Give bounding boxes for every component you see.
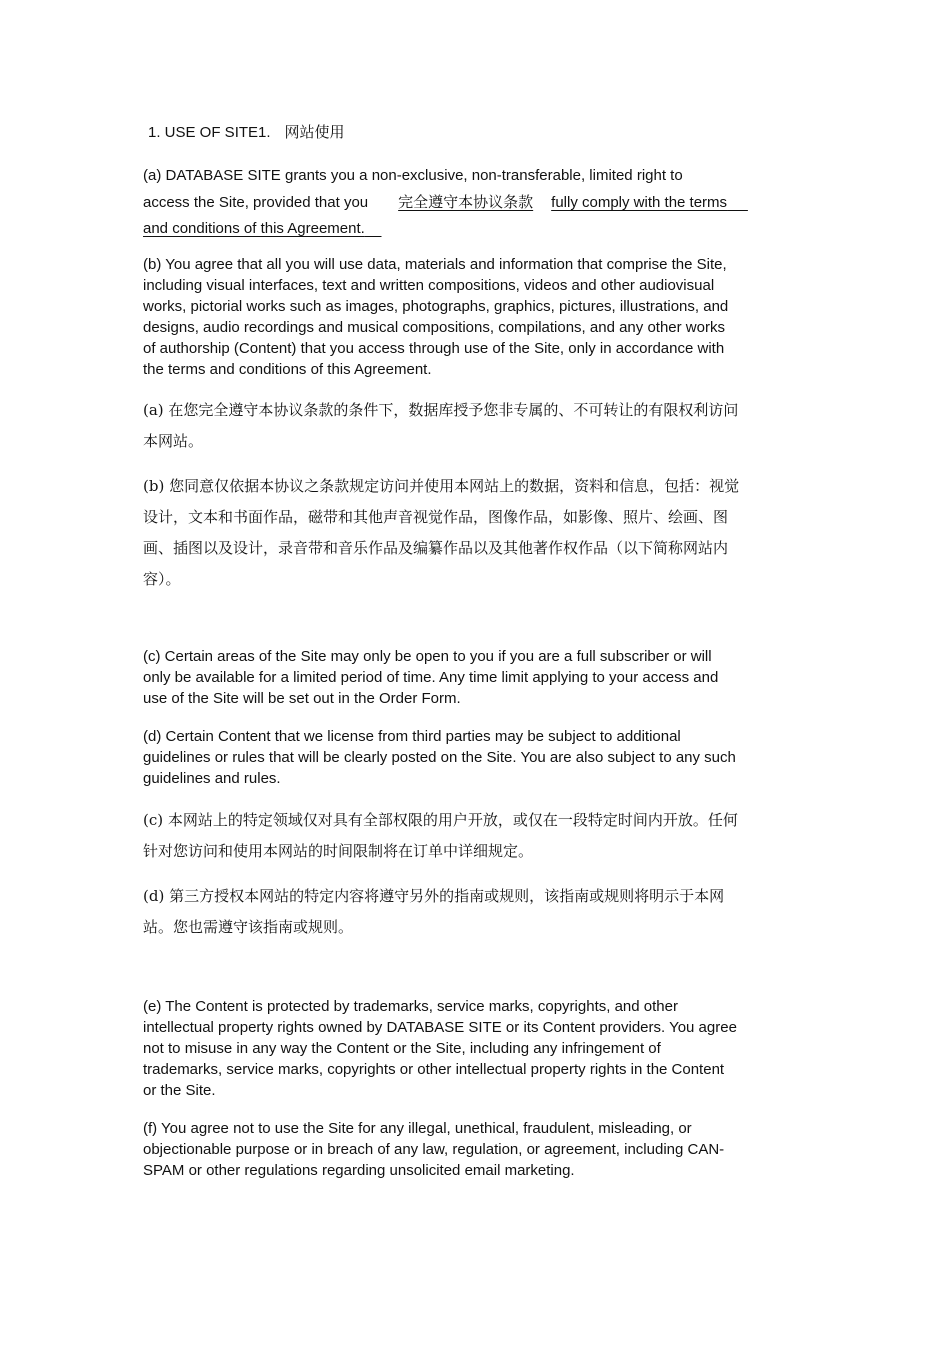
paragraph-a-en-underlined-zh: 完全遵守本协议条款 [398, 193, 534, 211]
paragraph-a-en-underlined-en: fully comply with the terms [551, 194, 728, 211]
paragraph-a-en-underlined [368, 194, 748, 211]
paragraph-b-en: (b) You agree that all you will use data, materials and information that comprise the Site, including visual interfaces, text and written compositions, videos and other audiovisual works, pictorial works such as images, photographs, graphics, pictures, illustrations, and designs, audio recordings and musical compositions, compilations, and any other works of authorship (Content) that you access through use of the Site, only in accordance with the terms and conditions of this Agreement. [143, 256, 729, 378]
paragraph-a-en-line3 [143, 216, 793, 242]
paragraph-a-en-line3-text: and conditions of this Agreement. [143, 220, 365, 237]
paragraph-a-en [143, 163, 793, 242]
paragraph-f-en: (f) You agree not to use the Site for any illegal, unethical, fraudulent, misleading, or objectionable purpose or in breach of any law, regulation, or agreement, including CAN-SPAM or other regulations regarding unsolicited email marketing. [143, 1120, 725, 1179]
paragraph-b-zh: (b) 您同意仅依据本协议之条款规定访问并使用本网站上的数据，资料和信息，包括：视觉设计，文本和书面作品，磁带和其他声音视觉作品，图像作品，如影像、照片、绘画、图画、插图以及设计，录音带和音乐作品及编纂作品以及其他著作权作品（以下简称网站内容）。 [143, 477, 740, 588]
paragraph-e-en: (e) The Content is protected by trademarks, service marks, copyrights, and other intellectual property rights owned by DATABASE SITE or its Content providers. You agree not to misuse in any way the Content or the Site, including any infringement of trademarks, service marks, copyrights or other intellectual property rights in the Content or the Site. [143, 998, 737, 1099]
paragraph-c-en: (c) Certain areas of the Site may only be open to you if you are a full subscriber or will only be available for a limited period of time. Any time limit applying to your access and use of the Site will be set out in the Order Form. [143, 648, 719, 707]
paragraph-a-en-line1: (a) DATABASE SITE grants you a non-exclusive, non-transferable, limited right to [143, 167, 683, 184]
section-heading-en: 1. USE OF SITE1. [148, 124, 271, 141]
paragraph-a-en-line2-start: access the Site, provided that you [143, 194, 369, 211]
section-heading-zh: 网站使用 [284, 123, 345, 141]
paragraph-a-en-line2 [143, 189, 793, 216]
section-heading [148, 122, 345, 143]
paragraph-a-zh: (a) 在您完全遵守本协议条款的条件下，数据库授予您非专属的、不可转让的有限权利访问本网站。 [143, 401, 739, 450]
paragraph-c-zh: (c) 本网站上的特定领域仅对具有全部权限的用户开放，或仅在一段特定时间内开放。任何针对您访问和使用本网站的时间限制将在订单中详细规定。 [143, 811, 738, 860]
paragraph-d-en: (d) Certain Content that we license from third parties may be subject to additional guidelines or rules that will be clearly posted on the Site. You are also subject to any such guidelines and rules. [143, 728, 736, 787]
paragraph-d-zh: (d) 第三方授权本网站的特定内容将遵守另外的指南或规则，该指南或规则将明示于本网站。您也需遵守该指南或规则。 [143, 887, 725, 936]
